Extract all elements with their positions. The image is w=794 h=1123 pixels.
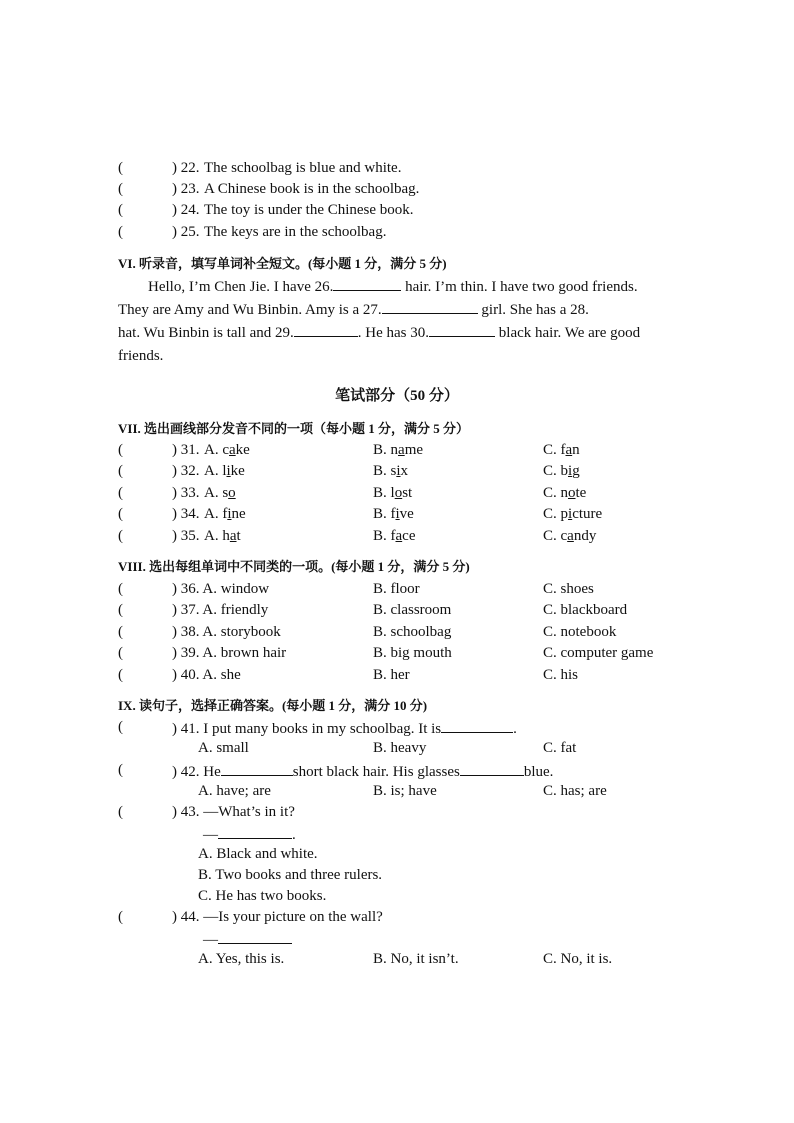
option-a[interactable]: A. like (204, 463, 245, 479)
option-c[interactable]: C. shoes (543, 581, 594, 597)
question-number: ) 31. (172, 442, 200, 458)
option-a[interactable]: A. so (204, 485, 236, 501)
answer-paren[interactable]: ( (118, 463, 123, 479)
option-c[interactable]: C. notebook (543, 624, 617, 640)
option-b[interactable]: B. schoolbag (373, 624, 452, 640)
passage-text: They are Amy and Wu Binbin. Amy is a 27. (118, 302, 382, 318)
option-a[interactable]: ) 37. A. friendly (172, 602, 269, 618)
question-43: ) 43. —What’s in it? (172, 804, 295, 820)
question-41: ) 41. I put many books in my schoolbag. It is . (172, 718, 517, 738)
passage-text: . He has 30. (357, 325, 430, 341)
passage-text: hair. I’m thin. I have two good friends. (401, 279, 638, 295)
answer-paren[interactable]: ( (118, 602, 123, 618)
option-b[interactable]: B. No, it isn’t. (373, 951, 459, 967)
option-b[interactable]: B. Two books and three rulers. (198, 867, 383, 883)
answer-paren[interactable]: ( (118, 485, 123, 501)
option-b[interactable]: B. is; have (373, 783, 437, 799)
statement-text: A Chinese book is in the schoolbag. (204, 181, 420, 197)
answer-paren[interactable]: ( (118, 909, 123, 925)
option-b[interactable]: B. floor (373, 581, 420, 597)
blank-42b[interactable] (460, 761, 524, 776)
option-b[interactable]: B. face (373, 528, 416, 544)
option-b[interactable]: B. name (373, 442, 424, 458)
blank-42a[interactable] (221, 761, 293, 776)
passage-text: black hair. We are good (495, 325, 641, 341)
section7-heading: VII. 选出画线部分发音不同的一项（每小题 1 分，满分 5 分） (118, 421, 470, 436)
option-a[interactable]: A. small (198, 740, 249, 756)
option-c[interactable]: C. picture (543, 506, 603, 522)
option-b[interactable]: B. big mouth (373, 645, 452, 661)
statement-text: The schoolbag is blue and white. (204, 160, 402, 176)
answer-paren[interactable]: ( (118, 506, 123, 522)
blank-30[interactable] (429, 322, 495, 337)
option-b[interactable]: B. classroom (373, 602, 452, 618)
option-c[interactable]: C. note (543, 485, 587, 501)
question-number: ) 33. (172, 485, 200, 501)
answer-paren[interactable]: ( (118, 762, 123, 778)
option-a[interactable]: A. cake (204, 442, 250, 458)
option-a[interactable]: A. fine (204, 506, 246, 522)
statement-text: The keys are in the schoolbag. (204, 224, 387, 240)
option-a[interactable]: ) 39. A. brown hair (172, 645, 287, 661)
option-b[interactable]: B. six (373, 463, 409, 479)
blank-29[interactable] (294, 322, 358, 337)
option-b[interactable]: B. lost (373, 485, 413, 501)
option-c[interactable]: C. fat (543, 740, 577, 756)
written-part-title: 笔试部分（50 分） (335, 388, 459, 404)
option-a[interactable]: A. Yes, this is. (198, 951, 285, 967)
option-b[interactable]: B. heavy (373, 740, 427, 756)
option-a[interactable]: ) 38. A. storybook (172, 624, 281, 640)
option-c[interactable]: C. No, it is. (543, 951, 613, 967)
blank-44[interactable] (218, 929, 292, 944)
answer-line-44: — (203, 929, 292, 949)
passage-text: girl. She has a 28. (477, 302, 589, 318)
section6-heading: VI. 听录音，填写单词补全短文。(每小题 1 分，满分 5 分) (118, 256, 447, 271)
blank-43[interactable] (218, 824, 292, 839)
passage-text: friends. (118, 348, 164, 364)
option-c[interactable]: C. has; are (543, 783, 607, 799)
passage-text: Hello, I’m Chen Jie. I have 26. (148, 279, 334, 295)
blank-27[interactable] (382, 299, 478, 314)
answer-paren[interactable]: ( (118, 581, 123, 597)
option-b[interactable]: B. her (373, 667, 410, 683)
blank-26[interactable] (333, 276, 401, 291)
answer-paren[interactable]: ( (118, 160, 123, 176)
question-number: ) 24. (172, 202, 200, 218)
option-c[interactable]: C. blackboard (543, 602, 628, 618)
question-number: ) 22. (172, 160, 200, 176)
answer-paren[interactable]: ( (118, 624, 123, 640)
answer-paren[interactable]: ( (118, 667, 123, 683)
answer-paren[interactable]: ( (118, 528, 123, 544)
section8-heading: VIII. 选出每组单词中不同类的一项。(每小题 1 分，满分 5 分) (118, 559, 470, 574)
question-44: ) 44. —Is your picture on the wall? (172, 909, 383, 925)
blank-41[interactable] (441, 718, 513, 733)
option-c[interactable]: C. computer game (543, 645, 654, 661)
section6-passage (118, 276, 680, 368)
section9-heading: IX. 读句子，选择正确答案。(每小题 1 分，满分 10 分) (118, 698, 428, 713)
answer-paren[interactable]: ( (118, 804, 123, 820)
option-a[interactable]: ) 36. A. window (172, 581, 270, 597)
option-c[interactable]: C. his (543, 667, 579, 683)
option-c[interactable]: C. He has two books. (198, 888, 327, 904)
passage-text: hat. Wu Binbin is tall and 29. (118, 325, 294, 341)
option-a[interactable]: A. hat (204, 528, 241, 544)
answer-paren[interactable]: ( (118, 224, 123, 240)
option-c[interactable]: C. candy (543, 528, 597, 544)
question-number: ) 23. (172, 181, 200, 197)
option-c[interactable]: C. fan (543, 442, 580, 458)
answer-line-43: — . (203, 824, 296, 844)
answer-paren[interactable]: ( (118, 719, 123, 735)
statement-text: The toy is under the Chinese book. (204, 202, 414, 218)
answer-paren[interactable]: ( (118, 442, 123, 458)
option-b[interactable]: B. five (373, 506, 414, 522)
answer-paren[interactable]: ( (118, 645, 123, 661)
option-c[interactable]: C. big (543, 463, 580, 479)
answer-paren[interactable]: ( (118, 181, 123, 197)
answer-paren[interactable]: ( (118, 202, 123, 218)
option-a[interactable]: ) 40. A. she (172, 667, 241, 683)
question-number: ) 32. (172, 463, 200, 479)
question-42: ) 42. He short black hair. His glasses blue. (172, 761, 553, 781)
question-number: ) 34. (172, 506, 200, 522)
question-number: ) 25. (172, 224, 200, 240)
option-a[interactable]: A. Black and white. (198, 846, 318, 862)
option-a[interactable]: A. have; are (198, 783, 271, 799)
question-number: ) 35. (172, 528, 200, 544)
